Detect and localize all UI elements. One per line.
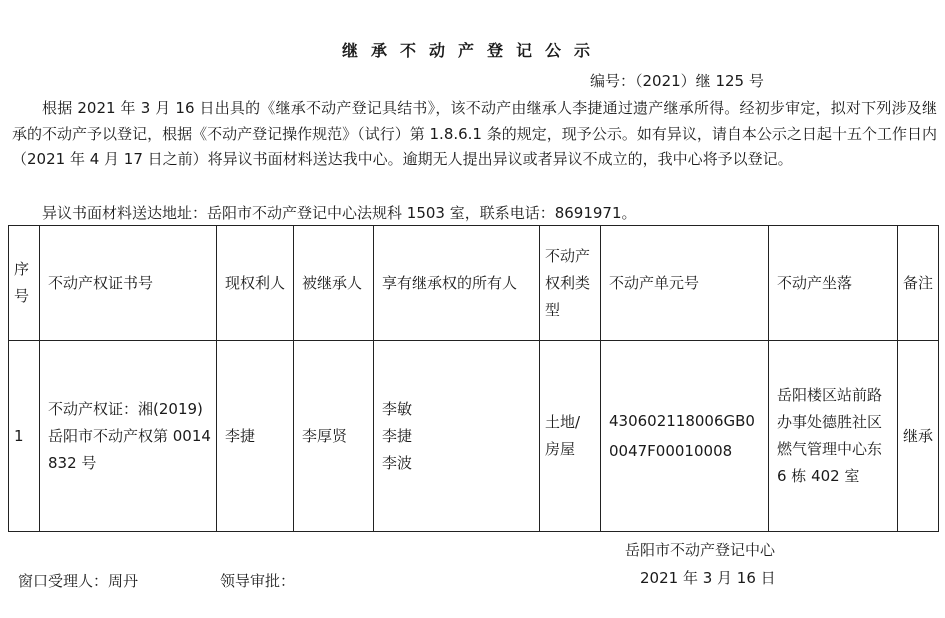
cell-unit-no: 430602118006GB00047F00010008 [601,341,769,532]
cell-right-type: 土地/房屋 [540,341,601,532]
header-cert-no: 不动产权证书号 [40,226,217,341]
notice-title: 继承不动产登记公示 [341,41,603,60]
cell-decedent: 李厚贤 [294,341,374,532]
header-unit-no: 不动产单元号 [601,226,769,341]
notice-body: 根据 2021 年 3 月 16 日出具的《继承不动产登记具结书》，该不动产由继承人李捷通过遗产继承所得。经初步审定，拟对下列涉及继承的不动产予以登记，根据《不动产登记操作规范》（试行）第 1.8.6.1 条的规定，现予公示。如有异议，请自本公示之日起十五个工作日内（2021 年 4 月 17 日之前）将异议书面材料送达我中心。逾期无人提出异议或者异议不成立的，我中心将予以登记。 [12,99,937,168]
heir-name: 李波 [382,453,413,472]
cell-cert-no: 不动产权证：湘(2019)岳阳市不动产权第 0014832 号 [40,341,217,532]
cell-location: 岳阳楼区站前路办事处德胜社区燃气管理中心东 6 栋 402 室 [769,341,898,532]
cell-owner: 李捷 [217,341,294,532]
issuing-agency: 岳阳市不动产登记中心 [625,541,776,559]
objection-address: 异议书面材料送达地址：岳阳市不动产登记中心法规科 1503 室，联系电话：8691971。 [42,204,637,222]
header-location: 不动产坐落 [769,226,898,341]
header-seq: 序号 [9,226,40,341]
cell-heirs [374,341,540,532]
header-remark: 备注 [898,226,939,341]
property-table [8,225,939,532]
heir-name: 李敏 [382,399,413,418]
table-row [9,341,939,532]
document-number: 编号：（2021）继 125 号 [590,72,764,90]
leader-approval: 领导审批： [220,572,296,590]
header-right-type: 不动产权利类型 [540,226,601,341]
cell-seq: 1 [9,341,40,532]
heir-name: 李捷 [382,426,413,445]
header-heirs: 享有继承权的所有人 [374,226,540,341]
issue-date: 2021 年 3 月 16 日 [640,569,776,587]
window-acceptor: 窗口受理人：周丹 [18,572,139,590]
table-header-row [9,226,939,341]
cell-remark: 继承 [898,341,939,532]
header-decedent: 被继承人 [294,226,374,341]
header-owner: 现权利人 [217,226,294,341]
